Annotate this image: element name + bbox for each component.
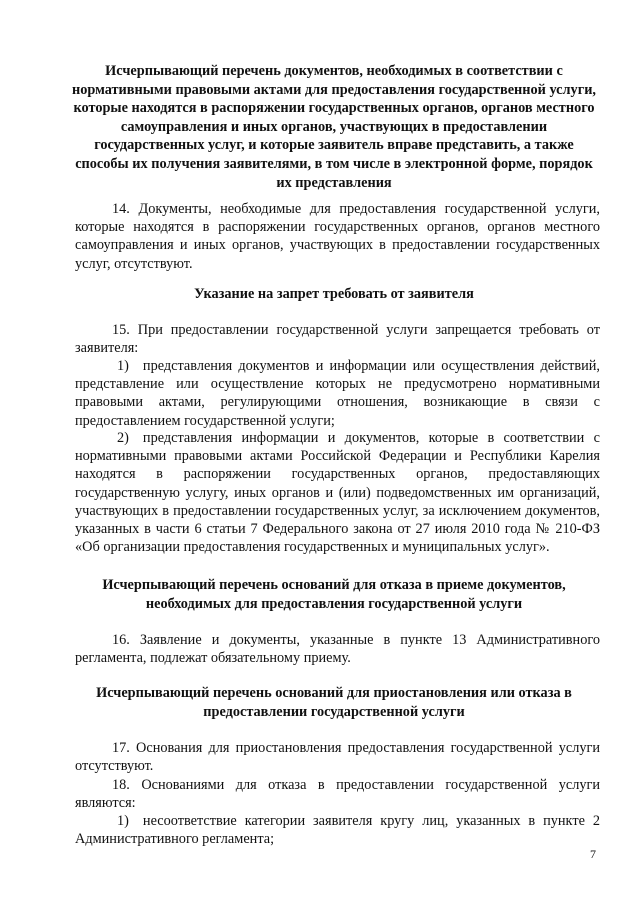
- page-number: 7: [590, 847, 596, 861]
- list-item-number: 2): [117, 430, 129, 446]
- list-item-text: представления документов и информации или осуществления действий, представление или осуществление которых не предусмотрено нормативными правовыми актами, регулирующими отношения, возникающие в связи с предоставлением государственной услуги;: [75, 358, 600, 429]
- list-item-number: 1): [117, 813, 129, 829]
- list-item-text: несоответствие категории заявителя кругу лиц, указанных в пункте 2 Административного регламента;: [75, 813, 600, 848]
- list-item-number: 1): [117, 358, 129, 374]
- heading-documents-list: Исчерпывающий перечень документов, необходимых в соответствии с нормативными правовыми актами для предоставления государственной услуги, которые находятся в распоряжении государственных органов, органов местного самоуправления и иных органов, участвующих в предоставлении государственных услуг, и которые заявитель вправе представить, а также способы их получения заявителями, в том числе в электронной форме, порядок их представления: [71, 63, 597, 191]
- paragraph-16: 16. Заявление и документы, указанные в пункте 13 Административного регламента, подлежат обязательному приему.: [75, 632, 600, 667]
- paragraph-17: 17. Основания для приостановления предоставления государственной услуги отсутствуют.: [75, 740, 600, 775]
- paragraph-15: 15. При предоставлении государственной услуги запрещается требовать от заявителя:: [75, 322, 600, 357]
- heading-refusal-acceptance: Исчерпывающий перечень оснований для отказа в приеме документов, необходимых для предоставления государственной услуги: [102, 577, 566, 612]
- heading-suspension-refusal: Исчерпывающий перечень оснований для приостановления или отказа в предоставлении государственной услуги: [96, 685, 572, 720]
- list-item-15-2: [75, 429, 600, 556]
- paragraph-18: 18. Основаниями для отказа в предоставлении государственной услуги являются:: [75, 777, 600, 812]
- list-item-text: представления информации и документов, которые в соответствии с нормативными правовыми актами Российской Федерации и Республики Карелия находятся в распоряжении государственных органов, предоставляющих государственную услугу, иных органов и (или) подведомственных им организаций, участвующих в предоставлении государственных услуг, за исключением документов, указанных в части 6 статьи 7 Федерального закона от 27 июля 2010 года № 210-ФЗ «Об организации предоставления государственных и муниципальных услуг».: [75, 430, 600, 556]
- paragraph-14: 14. Документы, необходимые для предоставления государственной услуги, которые находятся в распоряжении государственных органов, органов местного самоуправления и иных органов, участвующих в предоставлении государственных услуг, отсутствуют.: [75, 201, 600, 272]
- heading-prohibition: Указание на запрет требовать от заявителя: [194, 286, 474, 302]
- list-item-18-1: [75, 812, 600, 848]
- list-item-15-1: [75, 357, 600, 430]
